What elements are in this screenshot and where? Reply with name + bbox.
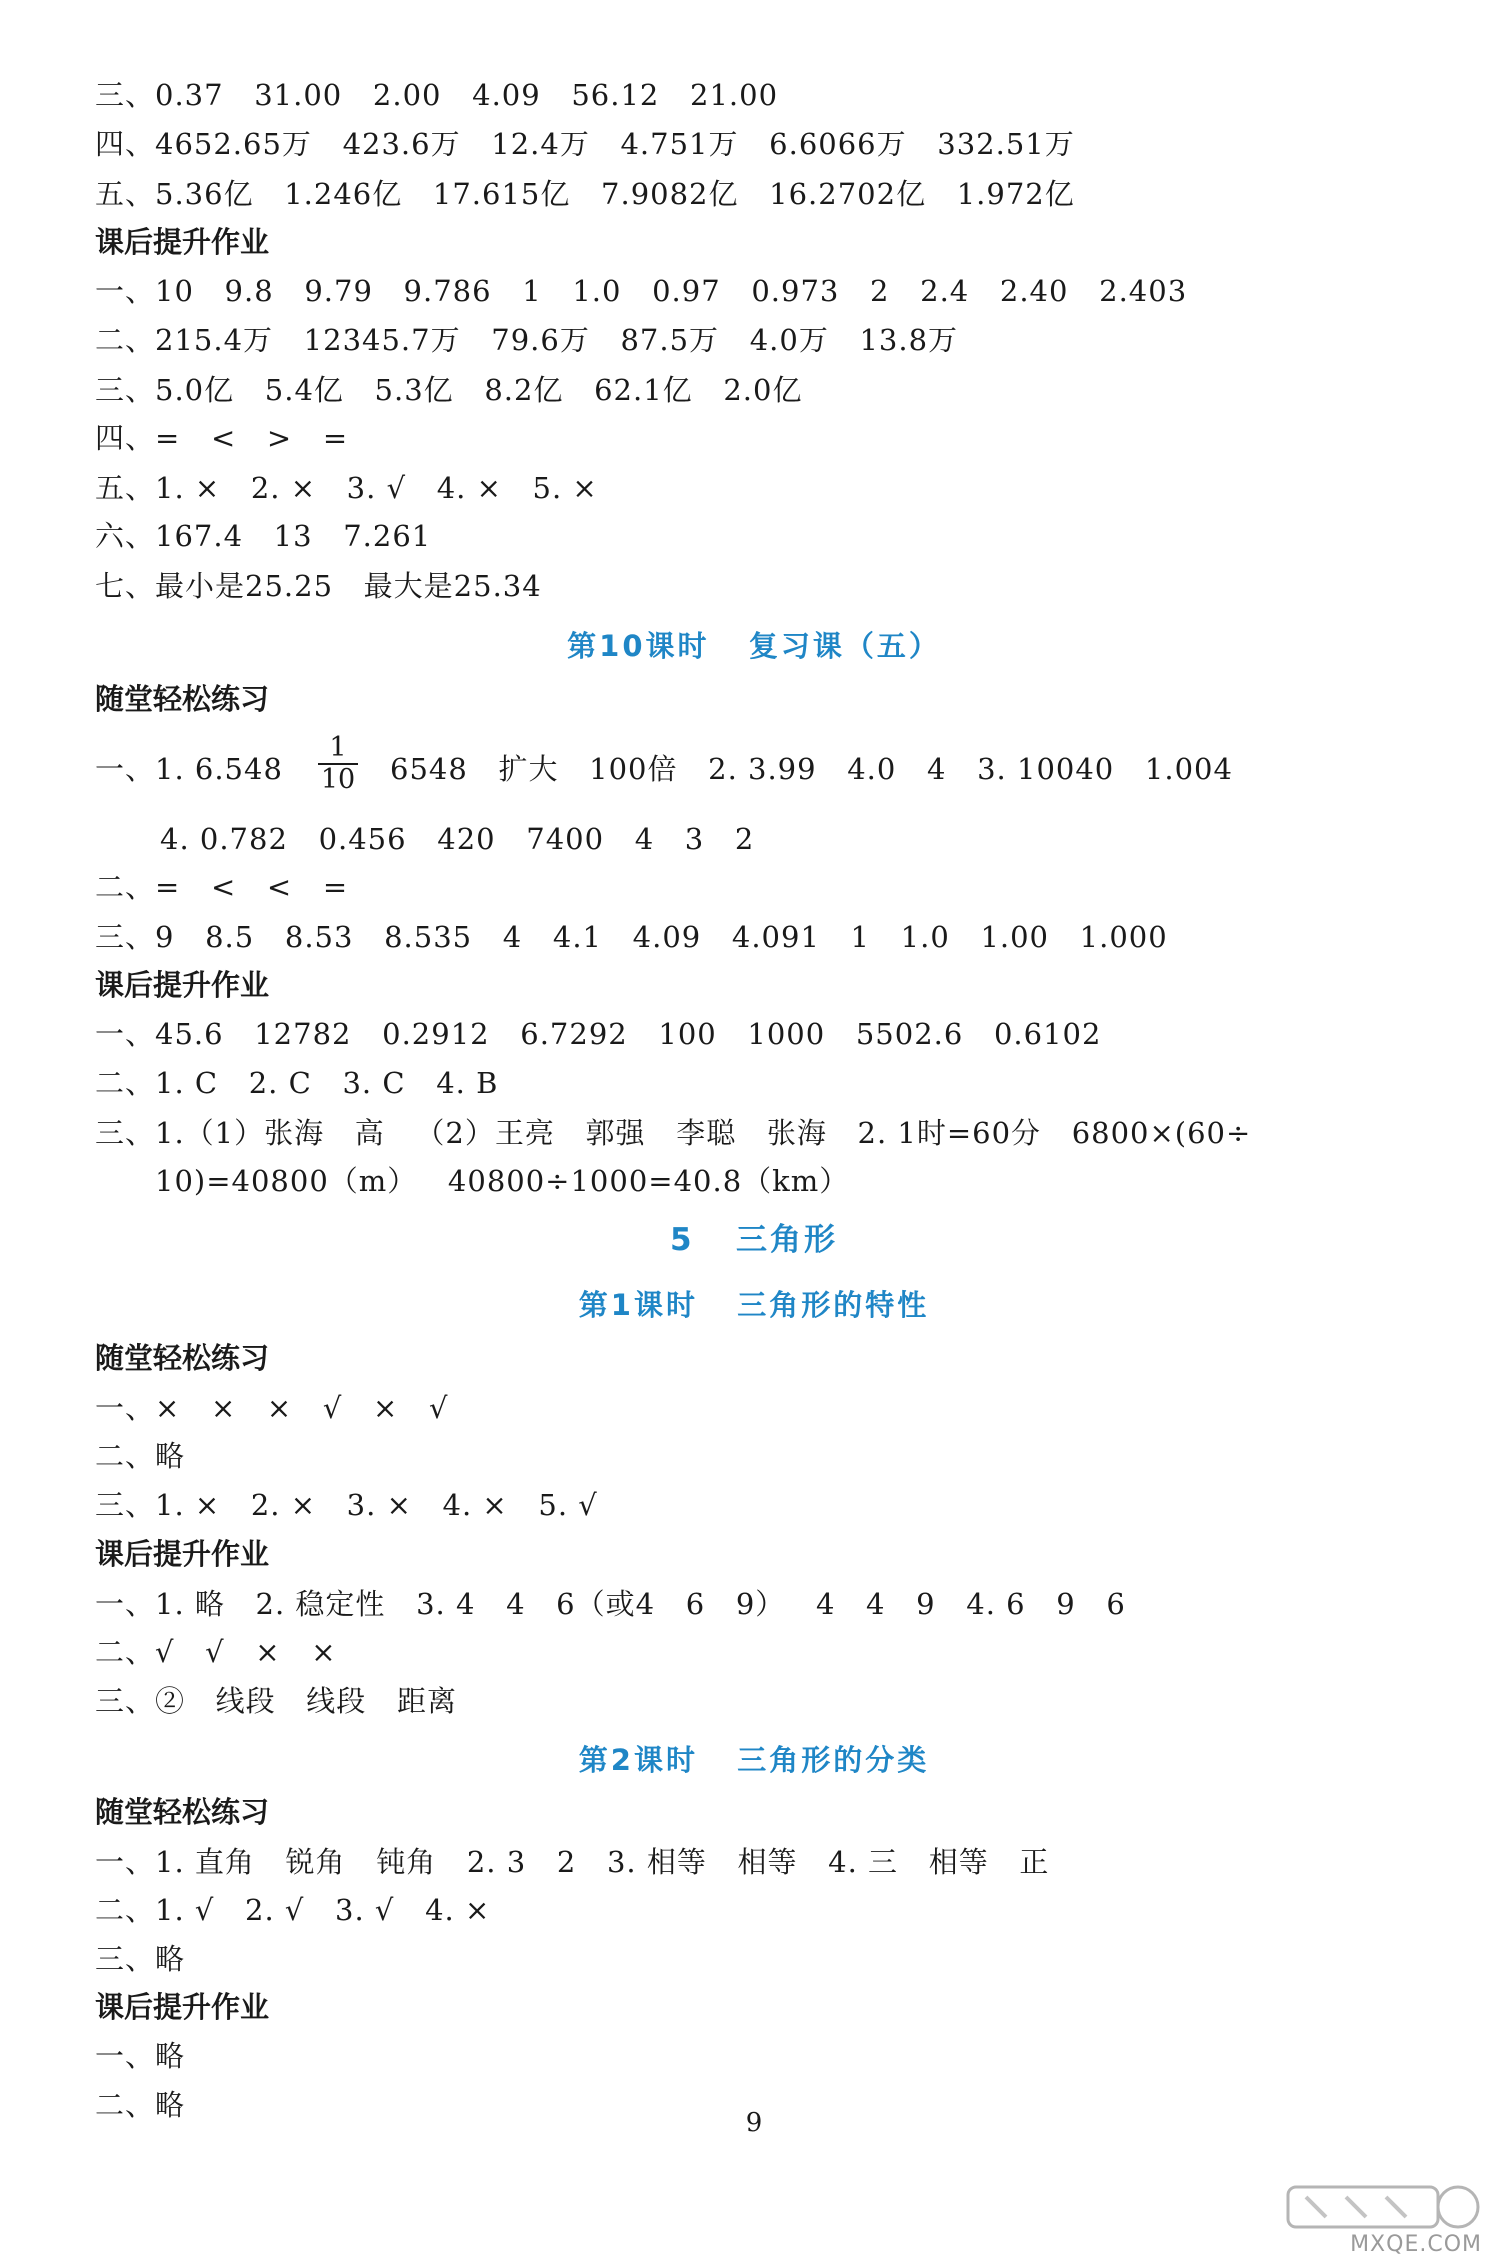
- answer-line: 一、1. 直角 锐角 钝角 2. 3 2 3. 相等 相等 4. 三 相等 正: [95, 1845, 1050, 1879]
- answer-line: 一、× × × √ × √: [95, 1391, 449, 1425]
- answer-line: 四、= < > =: [95, 421, 349, 455]
- answer-line: 一、1. 略 2. 稳定性 3. 4 4 6（或4 6 9） 4 4 9 4. 6 9 6: [95, 1587, 1126, 1621]
- answer-line: 四、4652.65万 423.6万 12.4万 4.751万 6.6066万 332.51万: [95, 127, 1075, 161]
- answer-line: 4. 0.782 0.456 420 7400 4 3 2: [160, 822, 755, 856]
- answer-line: 二、215.4万 12345.7万 79.6万 87.5万 4.0万 13.8万: [95, 323, 959, 357]
- answer-line: 10)=40800（m） 40800÷1000=40.8（km）: [155, 1164, 850, 1198]
- answer-line: 二、略: [95, 1439, 186, 1473]
- lesson-heading: 第2课时 三角形的分类: [578, 1743, 930, 1777]
- answer-line: 6548 扩大 100倍 2. 3.99 4.0 4 3. 10040 1.004: [390, 752, 1233, 786]
- answer-line: 一、略: [95, 2039, 186, 2073]
- section-label: 随堂轻松练习: [95, 1341, 270, 1375]
- answer-line: 三、0.37 31.00 2.00 4.09 56.12 21.00: [95, 78, 779, 112]
- answer-line: 二、1. √ 2. √ 3. √ 4. ×: [95, 1893, 491, 1927]
- lesson-heading: 第1课时 三角形的特性: [578, 1288, 930, 1322]
- page-number: 9: [745, 2108, 763, 2138]
- answer-line: 一、10 9.8 9.79 9.786 1 1.0 0.97 0.973 2 2.4 2.40 2.403: [95, 274, 1188, 308]
- section-label: 随堂轻松练习: [95, 1795, 270, 1829]
- answer-line: 二、√ √ × ×: [95, 1635, 337, 1669]
- answer-line: 二、略: [95, 2088, 186, 2122]
- section-label: 随堂轻松练习: [95, 682, 270, 716]
- section-label: 课后提升作业: [95, 968, 270, 1002]
- answer-line: 二、1. C 2. C 3. C 4. B: [95, 1066, 499, 1100]
- answer-line: 七、最小是25.25 最大是25.34: [95, 569, 542, 603]
- answer-line: 二、= < < =: [95, 870, 349, 904]
- answer-line: 一、1. 6.548: [95, 752, 283, 786]
- chapter-heading: 5 三角形: [670, 1222, 838, 1258]
- answer-line: 三、1. × 2. × 3. × 4. × 5. √: [95, 1488, 598, 1522]
- answer-line: 三、5.0亿 5.4亿 5.3亿 8.2亿 62.1亿 2.0亿: [95, 373, 803, 407]
- answer-line: 三、略: [95, 1942, 186, 1976]
- answer-line: 六、167.4 13 7.261: [95, 519, 432, 553]
- fraction-numerator: 1: [318, 733, 358, 765]
- watermark-text: MXQE.COM: [1350, 2232, 1482, 2257]
- answer-line: 三、9 8.5 8.53 8.535 4 4.1 4.09 4.091 1 1.0 1.00 1.000: [95, 920, 1168, 954]
- answer-line: 三、1.（1）张海 高 （2）王亮 郭强 李聪 张海 2. 1时=60分 6800×(60÷: [95, 1116, 1252, 1150]
- answer-line: 三、② 线段 线段 距离: [95, 1684, 457, 1718]
- fraction: [318, 733, 358, 795]
- answer-line: 五、1. × 2. × 3. √ 4. × 5. ×: [95, 471, 598, 505]
- fraction-denominator: 10: [320, 764, 356, 795]
- answer-line: 五、5.36亿 1.246亿 17.615亿 7.9082亿 16.2702亿 1.972亿: [95, 177, 1075, 211]
- answer-line: 一、45.6 12782 0.2912 6.7292 100 1000 5502.6 0.6102: [95, 1017, 1102, 1051]
- section-label: 课后提升作业: [95, 1537, 270, 1571]
- section-label: 课后提升作业: [95, 225, 270, 259]
- section-label: 课后提升作业: [95, 1990, 270, 2024]
- lesson-heading: 第10课时 复习课（五）: [567, 629, 941, 663]
